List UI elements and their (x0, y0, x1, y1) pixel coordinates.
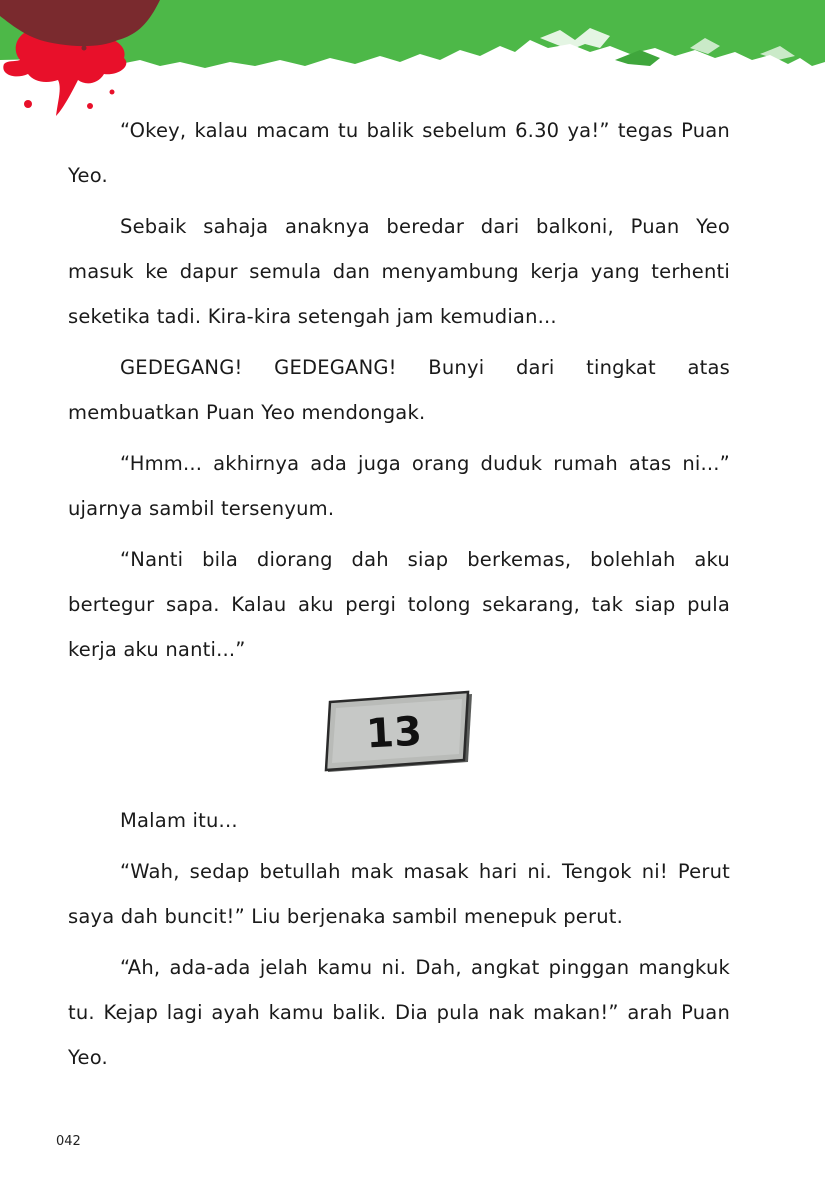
paragraph: GEDEGANG! GEDEGANG! Bunyi dari tingkat atas membuatkan Puan Yeo mendongak. (68, 356, 730, 424)
story-text-section-2 (68, 798, 730, 1080)
chapter-number-plaque (322, 688, 478, 780)
chapter-number: 13 (365, 708, 424, 758)
paragraph: “Wah, sedap betullah mak masak hari ni. Tengok ni! Perut saya dah buncit!” Liu berjenaka sambil menepuk perut. (68, 860, 730, 928)
paragraph: “Hmm... akhirnya ada juga orang duduk rumah atas ni...” ujarnya sambil tersenyum. (68, 452, 730, 520)
page-number: 042 (56, 1134, 81, 1149)
paragraph: “Okey, kalau macam tu balik sebelum 6.30 ya!” tegas Puan Yeo. (68, 119, 730, 187)
paragraph: Malam itu... (120, 809, 238, 832)
paragraph: Sebaik sahaja anaknya beredar dari balkoni, Puan Yeo masuk ke dapur semula dan menyambung kerja yang terhenti seketika tadi. Kira-kira setengah jam kemudian... (68, 215, 730, 328)
story-text-section-1 (68, 108, 730, 672)
paragraph: “Nanti bila diorang dah siap berkemas, bolehlah aku bertegur sapa. Kalau aku pergi tolong sekarang, tak siap pula kerja aku nanti...” (68, 548, 730, 661)
paragraph: “Ah, ada-ada jelah kamu ni. Dah, angkat pinggan mangkuk tu. Kejap lagi ayah kamu balik. Dia pula nak makan!” arah Puan Yeo. (68, 956, 730, 1069)
